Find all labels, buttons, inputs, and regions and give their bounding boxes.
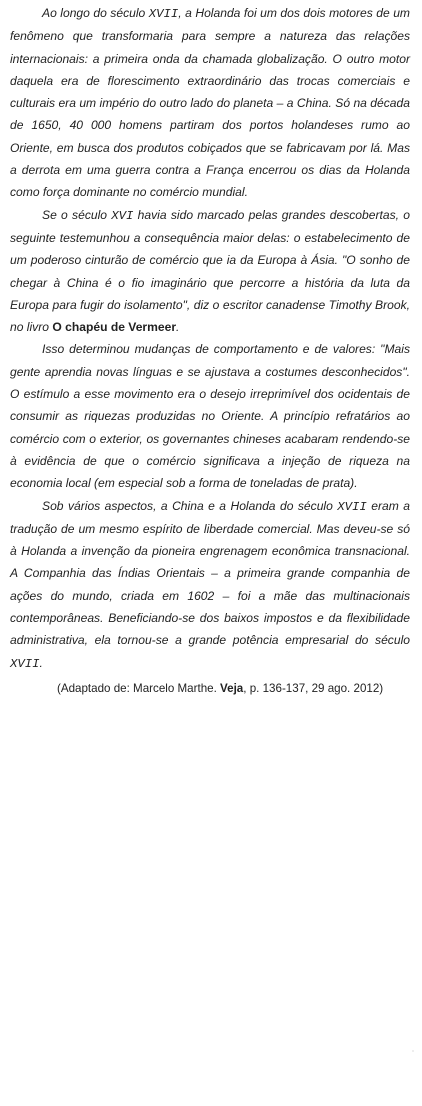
citation-details: , p. 136-137, 29 ago. 2012) xyxy=(243,681,384,695)
paragraph-3: Isso determinou mudanças de comportamento e de valores: "Mais gente aprendia novas línguas e se ajustava a costumes desconhecidos". O estímulo a esse movimento era o desejo irreprimível dos ocidentais de consumir as riquezas produzidas no Oriente. A princípio refratários ao comércio com o exterior, os governantes chineses acabaram rendendo-se à evidência de que o comércio significava a injeção de riqueza na economia local (em especial sob a forma de toneladas de prata). xyxy=(10,342,410,491)
paragraph-4-text-end: . xyxy=(39,655,43,670)
paragraph-4 xyxy=(10,495,410,675)
paragraph-2 xyxy=(10,204,410,339)
scan-artifact xyxy=(412,1050,414,1052)
paragraph-2-text-rest: havia sido marcado pelas grandes descobertas, o seguinte testemunhou a consequência maior delas: o estabelecimento de um poderoso cinturão de comércio que ia da Europa à Ásia. "O sonho de chegar à China é o fio imaginário que percorre a história da luta da Europa para fugir do isolamento", diz o escritor canadense Timothy Brook, no livro xyxy=(10,207,410,335)
book-title: O chapéu de Vermeer xyxy=(52,320,177,335)
century-numeral: XVI xyxy=(111,208,134,223)
source-citation xyxy=(10,678,410,700)
century-numeral: XVII xyxy=(10,656,40,671)
paragraph-1 xyxy=(10,2,410,204)
paragraph-4-text-start: Sob vários aspectos, a China e a Holanda do século xyxy=(42,498,338,513)
paragraph-2-text-end: . xyxy=(176,320,180,335)
paragraph-1-text-start: Ao longo do século xyxy=(42,6,149,20)
century-numeral: XVII xyxy=(337,499,367,514)
paragraph-1-text-rest: , a Holanda foi um dos dois motores de um fenômeno que transformaria para sempre a natureza das relações internacionais: a primeira onda da chamada globalização. O outro motor daquela era de florescimento extraordinário das trocas comerciais e culturais era um império do outro lado do planeta – a China. Só na década de 1650, 40 000 homens partiram dos portos holandeses rumo ao Oriente, em busca dos produtos cobiçados que se fabricavam por lá. Mas a derrota em uma guerra contra a França encerrou os dias da Holanda como força dominante no comércio mundial. xyxy=(10,6,411,200)
paragraph-4-text-middle: eram a tradução de um mesmo espírito de liberdade comercial. Mas deveu-se só à Holanda a invenção da pioneira engrenagem econômica transnacional. A Companhia das Índias Orientais – a primeira grande companhia de ações do mundo, criada em 1602 – foi a mãe das multinacionais contemporâneas. Beneficiando-se dos baixos impostos e da flexibilidade administrativa, ela tornou-se a grande potência empresarial do século xyxy=(10,498,410,648)
paragraph-2-text-start: Se o século xyxy=(42,207,112,222)
citation-author: (Adaptado de: Marcelo Marthe. xyxy=(57,681,221,695)
century-numeral: XVII xyxy=(148,7,179,21)
citation-magazine: Veja xyxy=(220,681,244,695)
